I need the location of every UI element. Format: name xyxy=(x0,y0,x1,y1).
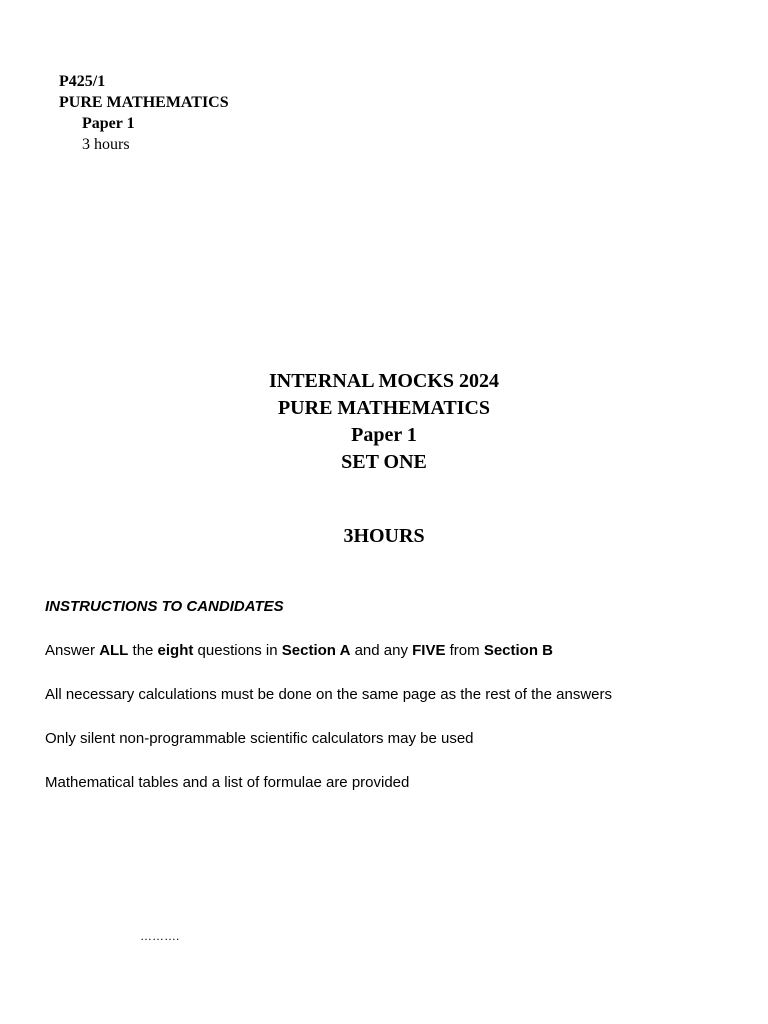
instruction-calculators: Only silent non-programmable scientific calculators may be used xyxy=(45,730,474,747)
instruction-emphasis: FIVE xyxy=(412,642,446,659)
footer-dots: ………. xyxy=(140,929,180,943)
title-line-set: SET ONE xyxy=(341,451,427,473)
instruction-text: questions in xyxy=(193,642,282,659)
instruction-calculations: All necessary calculations must be done on the same page as the rest of the answers xyxy=(45,686,612,703)
instructions-heading: INSTRUCTIONS TO CANDIDATES xyxy=(45,598,284,615)
paper-code: P425/1 xyxy=(59,73,106,90)
paper-header xyxy=(59,71,229,155)
paper-number: Paper 1 xyxy=(82,115,135,132)
instruction-tables: Mathematical tables and a list of formulae are provided xyxy=(45,774,410,791)
instruction-emphasis: eight xyxy=(157,642,194,659)
exam-duration: 3HOURS xyxy=(343,525,425,547)
instruction-emphasis: Section A xyxy=(281,642,351,659)
instruction-text: from xyxy=(445,642,484,659)
instruction-text: Answer xyxy=(45,642,100,659)
paper-duration: 3 hours xyxy=(82,136,130,153)
instructions-section xyxy=(45,597,612,817)
title-line-paper: Paper 1 xyxy=(351,424,417,446)
exam-title xyxy=(0,368,768,476)
instruction-emphasis: ALL xyxy=(99,642,129,659)
instruction-emphasis: Section B xyxy=(483,642,553,659)
subject-name: PURE MATHEMATICS xyxy=(59,94,229,111)
title-line-exam: INTERNAL MOCKS 2024 xyxy=(268,370,500,392)
instruction-text: the xyxy=(128,642,158,659)
instruction-text: and any xyxy=(350,642,413,659)
instruction-answer-all xyxy=(45,641,612,661)
title-line-subject: PURE MATHEMATICS xyxy=(277,397,491,419)
